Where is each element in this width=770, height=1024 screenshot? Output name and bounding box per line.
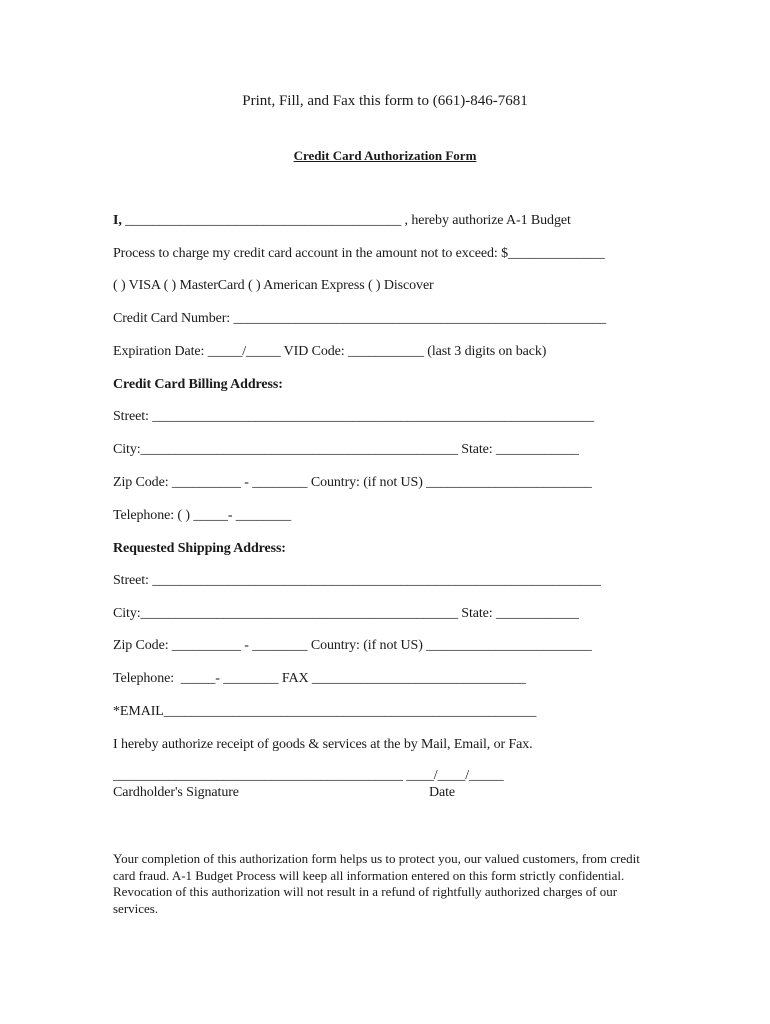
billing-street-field[interactable]: Street: ________________________________________________________________ [113,409,594,424]
billing-city-state-field[interactable]: City:______________________________________________ State: ____________ [113,442,579,457]
billing-address-heading: Credit Card Billing Address: [113,377,283,392]
card-number-field[interactable]: Credit Card Number: ______________________________________________________ [113,311,607,326]
signature-label: Cardholder's Signature [113,785,239,800]
form-title: Credit Card Authorization Form [293,148,477,163]
privacy-notice: Your completion of this authorization form helps us to protect you, our valued customers, from credit card fraud. A-1 Budget Process will keep all information entered on this form strictly confidential. Revocation of this authorization will not result in a refund of rightfully authorized charges of our services. [113,851,640,916]
authorize-prefix: I, [113,213,122,228]
shipping-address-heading: Requested Shipping Address: [113,541,286,556]
shipping-city-state-field[interactable]: City:______________________________________________ State: ____________ [113,606,579,621]
expiration-vid-field[interactable]: Expiration Date: _____/_____ VID Code: ___________ (last 3 digits on back) [113,344,547,359]
receipt-authorization-text: I hereby authorize receipt of goods & services at the by Mail, Email, or Fax. [113,737,533,752]
email-field[interactable]: *EMAIL______________________________________________________ [113,704,537,719]
shipping-zip-country-field[interactable]: Zip Code: __________ - ________ Country: (if not US) ________________________ [113,638,592,653]
authorize-text[interactable]: ________________________________________ , hereby authorize A-1 Budget [121,213,571,228]
card-type-options[interactable]: ( ) VISA ( ) MasterCard ( ) American Express ( ) Discover [113,278,434,293]
fax-instruction-header: Print, Fill, and Fax this form to (661)-846-7681 [242,93,528,109]
authorization-line [113,213,571,229]
amount-line[interactable]: Process to charge my credit card account in the amount not to exceed: $______________ [113,246,605,261]
billing-telephone-field[interactable]: Telephone: ( ) _____- ________ [113,508,291,523]
shipping-telephone-fax-field[interactable]: Telephone: _____- ________ FAX _______________________________ [113,671,526,686]
date-label: Date [429,785,456,800]
shipping-street-field[interactable]: Street: _________________________________________________________________ [113,573,601,588]
billing-zip-country-field[interactable]: Zip Code: __________ - ________ Country: (if not US) ________________________ [113,475,592,490]
signature-date-line[interactable]: __________________________________________ ____/____/_____ [113,768,504,783]
